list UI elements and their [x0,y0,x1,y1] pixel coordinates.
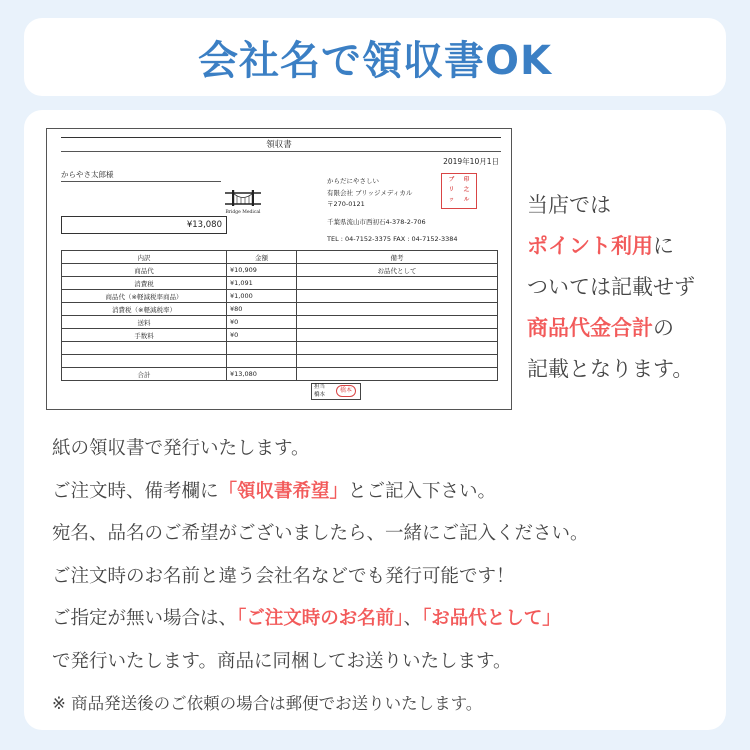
instruction-line-3: 宛名、品名のご希望がございましたら、一緒にご記入ください。 [52,523,589,544]
header-banner [24,18,726,96]
side-line-2: ポイント利用に [527,234,674,258]
table-row: 手数料 ¥0 [62,329,498,342]
receipt-title: 領収書 [266,140,292,150]
receipt-sample [46,128,512,410]
issuer-block [327,176,458,246]
receipt-addressee: からやさ太郎様 [61,169,221,182]
highlight-receipt-request: 「領収書希望」 [218,480,349,502]
side-highlight-points: ポイント利用 [527,234,653,258]
side-line-1: 当店では [527,193,611,217]
side-line-5: 記載となります。 [527,357,694,381]
issuer-name: 有限会社 ブリッジメディカル [327,188,413,197]
bridge-logo-icon [223,187,263,209]
table-row [62,342,498,355]
instruction-line-1: 紙の領収書で発行いたします。 [52,438,310,459]
col-header-amount: 金額 [227,251,297,264]
col-header-note: 備考 [297,251,498,264]
side-line-3: ついては記載せず [527,275,695,299]
instruction-line-4: ご注文時のお名前と違う会社名などでも発行可能です！ [52,565,515,587]
highlight-order-name: 「ご注文時のお名前」 [237,608,404,629]
table-row: 商品代（※軽減税率商品） ¥1,000 [62,290,498,303]
staff-label: 担当 [314,384,326,390]
staff-name: 橋本 [314,391,326,398]
table-row: 商品代 ¥10,909 お品代として [62,264,498,277]
receipt-title-rule [61,151,501,152]
instruction-line-2: ご注文時、備考欄に「領収書希望」とご記入下さい。 [52,480,497,502]
instruction-line-5: ご指定が無い場合は、「ご注文時のお名前」、「お品代として」 [52,608,561,629]
staff-stamp-icon: 橋本 [336,385,356,397]
side-highlight-total: 商品代金合計 [527,316,653,340]
receipt-amount: ¥13,080 [61,216,227,234]
issuer-tagline: からだにやさしい [327,177,379,185]
receipt-date: 2019年10月1日 [443,157,499,166]
instruction-note: ※ 商品発送後のご依頼の場合は郵便でお送りいたします。 [52,694,483,713]
table-row-total: 合計 ¥13,080 [62,368,498,381]
issuer-postal: 〒270-0121 [327,200,365,208]
receipt-table [61,250,498,381]
table-row: 消費税（※軽減税率） ¥80 [62,303,498,316]
table-row: 消費税 ¥1,091 [62,277,498,290]
logo-caption: Bridge Medical [225,210,261,215]
col-header-desc: 内訳 [62,251,227,264]
issuer-address: 千葉県流山市西初石4-378-2-706 [327,217,426,226]
side-line-4: 商品代金合計の [527,316,674,340]
side-note [527,185,695,390]
issuer-contact: TEL : 04-7152-3375 FAX : 04-7152-3384 [327,235,458,243]
instructions [52,428,589,726]
highlight-item-default: 「お品代として」 [422,608,561,629]
page-title: 会社名で領収書OK [198,37,552,84]
instruction-line-6: で発行いたします。商品に同梱してお送りいたします。 [52,650,512,672]
company-seal-icon: ブ 印 リ 之 ッ ル [441,173,477,209]
table-row: 送料 ¥0 [62,316,498,329]
content-card [24,110,726,730]
table-row [62,355,498,368]
